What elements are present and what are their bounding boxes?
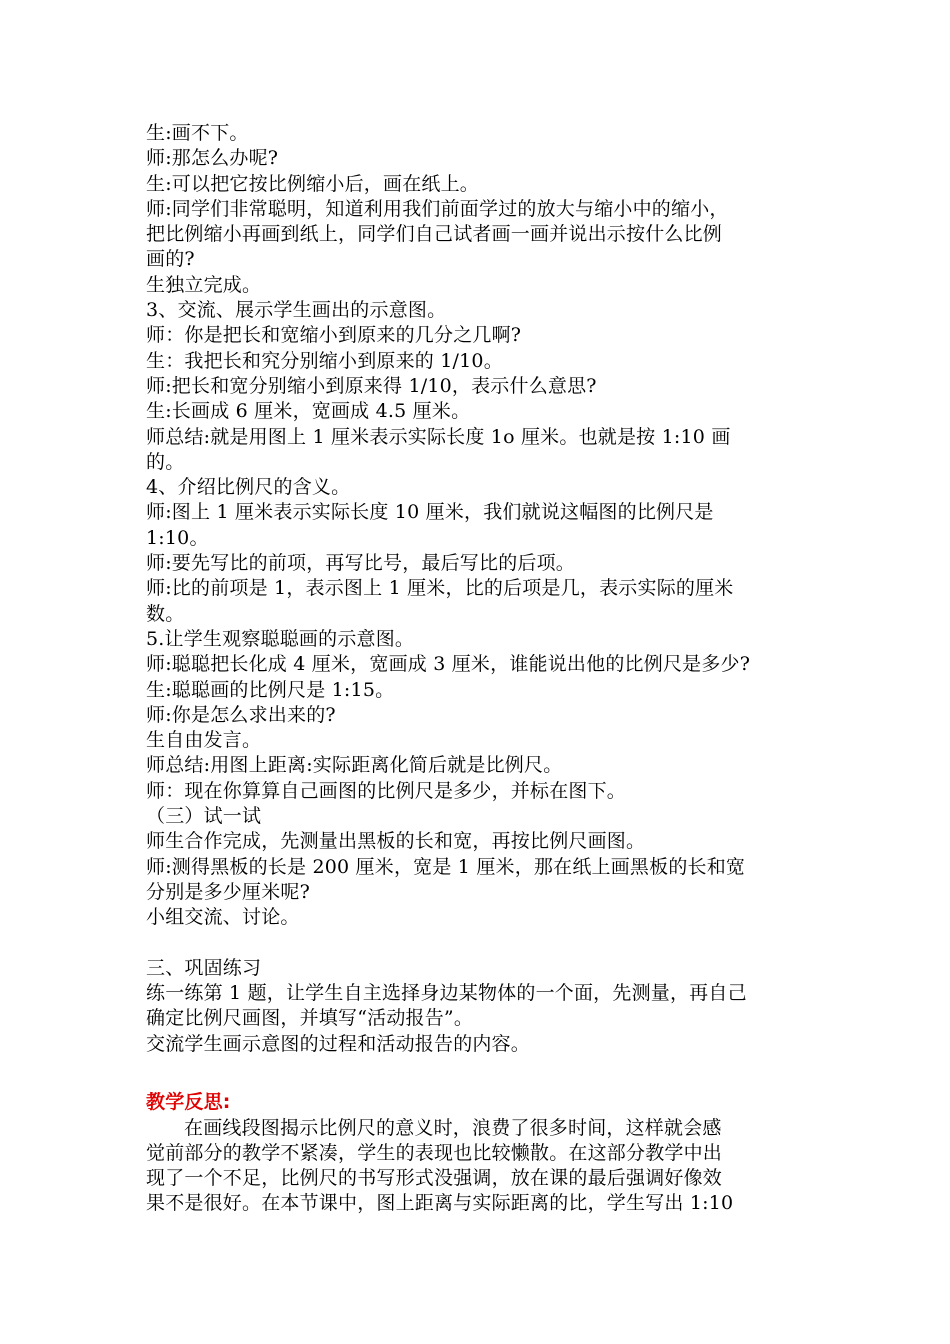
text-line: 生：我把长和究分别缩小到原来的 1/10。	[146, 349, 503, 372]
text-line: 分别是多少厘米呢?	[146, 880, 310, 903]
text-line: 生:聪聪画的比例尺是 1:15。	[146, 678, 395, 701]
section-title: 三、巩固练习	[146, 956, 262, 979]
section-reflection	[146, 1090, 814, 1216]
text-line: 生:长画成 6 厘米，宽画成 4.5 厘米。	[146, 400, 471, 423]
text-line: 觉前部分的教学不紧凑，学生的表现也比较懒散。在这部分教学中出	[146, 1141, 723, 1164]
text-line: 师:同学们非常聪明，知道利用我们前面学过的放大与缩小中的缩小，	[146, 197, 729, 220]
text-line: 现了一个不足，比例尺的书写形式没强调，放在课的最后强调好像效	[146, 1167, 723, 1190]
text-line: 果不是很好。在本节课中，图上距离与实际距离的比，学生写出 1:10	[146, 1192, 734, 1215]
text-line: 小组交流、讨论。	[146, 906, 300, 929]
blank-line	[146, 931, 814, 956]
text-line: 师：你是把长和宽缩小到原来的几分之几啊?	[146, 324, 522, 347]
text-line: （三）试一试	[146, 805, 262, 828]
text-line: 练一练第 1 题，让学生自主选择身边某物体的一个面，先测量，再自己	[146, 982, 747, 1005]
text-line: 生:可以把它按比例缩小后，画在纸上。	[146, 172, 480, 195]
text-line: 确定比例尺画图，并填写“活动报告”。	[146, 1007, 474, 1030]
text-line: 5.让学生观察聪聪画的示意图。	[146, 627, 415, 650]
text-line: 数。	[146, 602, 185, 625]
text-line: 师:测得黑板的长是 200 厘米，宽是 1 厘米，那在纸上画黑板的长和宽	[146, 855, 746, 878]
text-line: 画的?	[146, 248, 195, 271]
lesson-dialogue	[146, 121, 814, 931]
text-line: 师总结:用图上距离:实际距离化简后就是比例尺。	[146, 754, 563, 777]
blank-line	[146, 1057, 814, 1082]
text-line: 师：现在你算算自己画图的比例尺是多少，并标在图下。	[146, 779, 627, 802]
text-line: 3、交流、展示学生画出的示意图。	[146, 299, 447, 322]
text-line: 把比例缩小再画到纸上，同学们自己试者画一画并说出示按什么比例	[146, 223, 723, 246]
text-line: 生独立完成。	[146, 273, 262, 296]
text-line: 师:把长和宽分别缩小到原来得 1/10，表示什么意思?	[146, 374, 597, 397]
text-line: 师总结:就是用图上 1 厘米表示实际长度 1o 厘米。也就是按 1:10 画	[146, 425, 731, 448]
text-line: 师:你是怎么求出来的?	[146, 703, 336, 726]
text-line: 师:聪聪把长化成 4 厘米，宽画成 3 厘米，谁能说出他的比例尺是多少?	[146, 653, 751, 676]
text-line: 师生合作完成，先测量出黑板的长和宽，再按比例尺画图。	[146, 830, 646, 853]
text-line: 在画线段图揭示比例尺的意义时，浪费了很多时间，这样就会感	[184, 1116, 722, 1139]
text-line: 生:画不下。	[146, 122, 249, 144]
text-line: 师:比的前项是 1，表示图上 1 厘米，比的后项是几，表示实际的厘米	[146, 577, 734, 600]
text-line: 师:要先写比的前项，再写比号，最后写比的后项。	[146, 552, 576, 575]
text-line: 4、介绍比例尺的含义。	[146, 476, 351, 499]
reflection-title: 教学反思:	[146, 1091, 231, 1114]
section-consolidation	[146, 956, 814, 1057]
text-line: 生自由发言。	[146, 729, 262, 752]
text-line: 1:10。	[146, 526, 209, 549]
text-line: 师:那怎么办呢?	[146, 147, 279, 170]
text-line: 师:图上 1 厘米表示实际长度 10 厘米，我们就说这幅图的比例尺是	[146, 501, 714, 524]
text-line: 的。	[146, 450, 185, 473]
document-page	[146, 121, 814, 1217]
text-line: 交流学生画示意图的过程和活动报告的内容。	[146, 1032, 531, 1055]
